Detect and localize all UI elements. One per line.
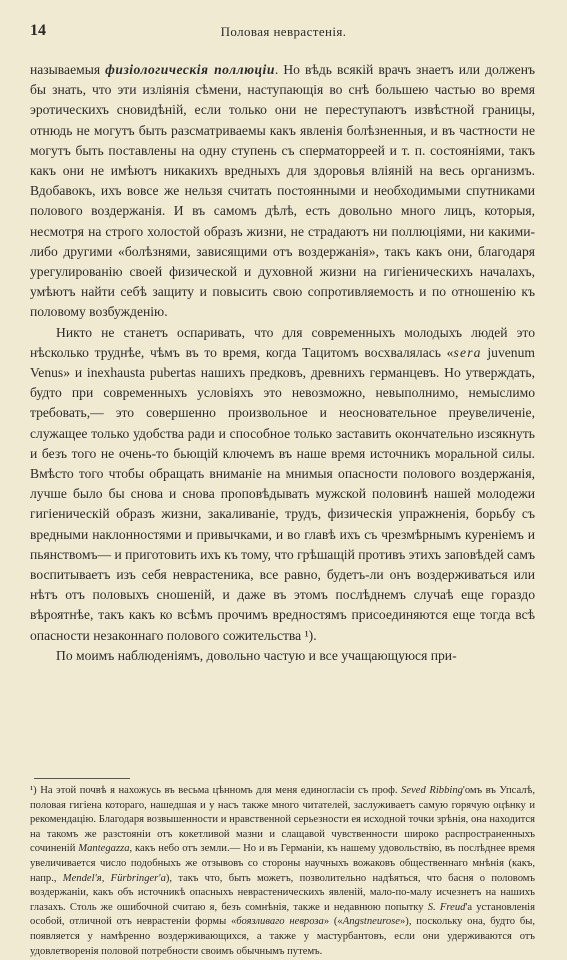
paragraph [30,646,535,666]
text-run: По моимъ наблюденіямъ, довольно частую и все учащающуюся при- [56,647,457,663]
body-text [30,60,535,666]
emphasized-text: Angstneurose [342,916,400,928]
text-run: » (« [323,916,343,928]
emphasized-text: физіологическія поллюціи [105,62,275,77]
text-run: называемыя [30,62,106,77]
emphasized-text: sera [453,344,482,360]
running-title: Половая неврастенія. [220,24,347,39]
footnote-text [30,785,535,957]
emphasized-text: Mendel'я, Fürbringer'а [62,872,166,884]
text-run: , какъ небо отъ земли.— Но и въ Германіи, къ нашему удовольствію, въ послѣднее время увеличивается число подобныхъ же отзывовъ со стороны научныхъ вожаковъ общественнаго мнѣнія (какъ, напр., [30,843,535,884]
page-header [30,22,537,46]
text-run: 'а установленія особой, отличной отъ неврастеніи формы « [30,901,535,928]
footnote [30,784,535,959]
page-number: 14 [30,22,46,39]
emphasized-text: боязливаго невроза [236,916,324,928]
footnote-marker: ¹) [30,785,37,796]
text-run: Никто не станетъ оспаривать, что для современныхъ молодыхъ людей это нѣсколько труднѣе, чѣмъ въ то время, когда Тацитомъ восхвалялась « [30,324,535,360]
text-run: »), поскольку она, будто бы, появляется у намѣренно воздерживающихся, а также у мастурбантовъ, если они удерживаются отъ удовлетворенія половой потребности своимъ обычнымъ путемъ. [30,916,535,957]
paragraph [30,60,535,323]
text-run: 'омъ въ Упсалѣ, половая гигіена котораго, нашедшая и у насъ также много читателей, заслуживаетъ самую горячую оцѣнку и рекомендацію. Благодаря возвышенности и нравственной серьезности ея исходной точки зрѣнія, она находится на такомъ же разстояніи отъ кокетливой мазни и слащавой чувственности широко распространенныхъ сочиненій [30,785,535,855]
text-run: . Но вѣдь всякій врачъ знаетъ или долженъ бы знать, что эти изліянія сѣмени, наступающія во снѣ большею частью во время эротическихъ сновидѣній, если только они не переступаютъ извѣстной границы, отнюдь не могутъ быть разсматриваемы какъ явленія болѣзненныя, и въ частности не могутъ быть поставлены на одну ступень съ сперматорреей и т. п. состояніями, такъ какъ они не имѣютъ никакихъ вредныхъ для здоровья вліяній на весь организмъ. Вдобавокъ, ихъ вовсе же нельзя считать постоянными и необходимыми спутниками полового воздержанія. И въ самомъ дѣлѣ, есть довольно много лицъ, которыя, несмотря на строго холостой образъ жизни, не страдаютъ ни поллюціями, ни какими-либо другими «болѣзнями, зависящими отъ воздержанія», такъ какъ они, благодаря урегулированію своей физической и духовной жизни на гигіеническихъ началахъ, умѣютъ найти себѣ защиту и повысить свою сопротивляемость и по отношенію къ половому возбужденію. [30,62,535,320]
emphasized-text: Seved Ribbing [401,785,463,796]
emphasized-text: Mantegazza [78,843,130,855]
text-run: juvenum Venus» и inexhausta pubertas нашихъ предковъ, древнихъ германцевъ. Но утверждать, будто при современныхъ условіяхъ это невозможно, невыполнимо, немыслимо требовать,— это совершенно произвольное и неосновательное преувеличеніе, служащее только удобства ради и способное только заставить окончательно изсякнуть и безъ того не очень-то бьющій ключемъ въ наше время источникъ моральной силы. Вмѣсто того чтобы обращать вниманіе на мнимыя опасности полового воздержанія, лучше было бы снова и снова проповѣдывать мужской половинѣ нашей молодежи гигіеническій образъ жизни, закаливаніе, трудъ, физическія упражненія, борьбу съ вредными наклонностями и привычками, и во главѣ ихъ съ чрезмѣрнымъ куреніемъ и пьянствомъ— и приготовить ихъ къ тому, что грѣшащій противъ этихъ заповѣдей самъ воспитываетъ изъ себя неврастеника, все равно, будетъ-ли онъ воздерживаться или нѣтъ отъ половыхъ сношеній, и даже въ этомъ послѣднемъ случаѣ еще гораздо вѣроятнѣе, такъ какъ ко всѣмъ прочимъ вредностямъ присоединяются еще тогда всѣ опасности незаконнаго полового сожительства ¹). [30,344,535,643]
text-run: ), такъ что, быть можетъ, позволительно надѣяться, что басня о половомъ воздержаніи, какъ объ источникѣ опасныхъ неврастеническихъ явленій, мало-по-малу исчезнетъ на нашихъ глазахъ. Столь же ошибочной считаю я, безъ сомнѣнія, также и недавнюю попытку [30,872,535,913]
emphasized-text: S. Freud [427,901,466,913]
footnote-divider [34,778,130,779]
paragraph [30,323,535,646]
text-run: На этой почвѣ я нахожусь въ весьма цѣнномъ для меня единогласіи съ проф. [36,785,402,796]
